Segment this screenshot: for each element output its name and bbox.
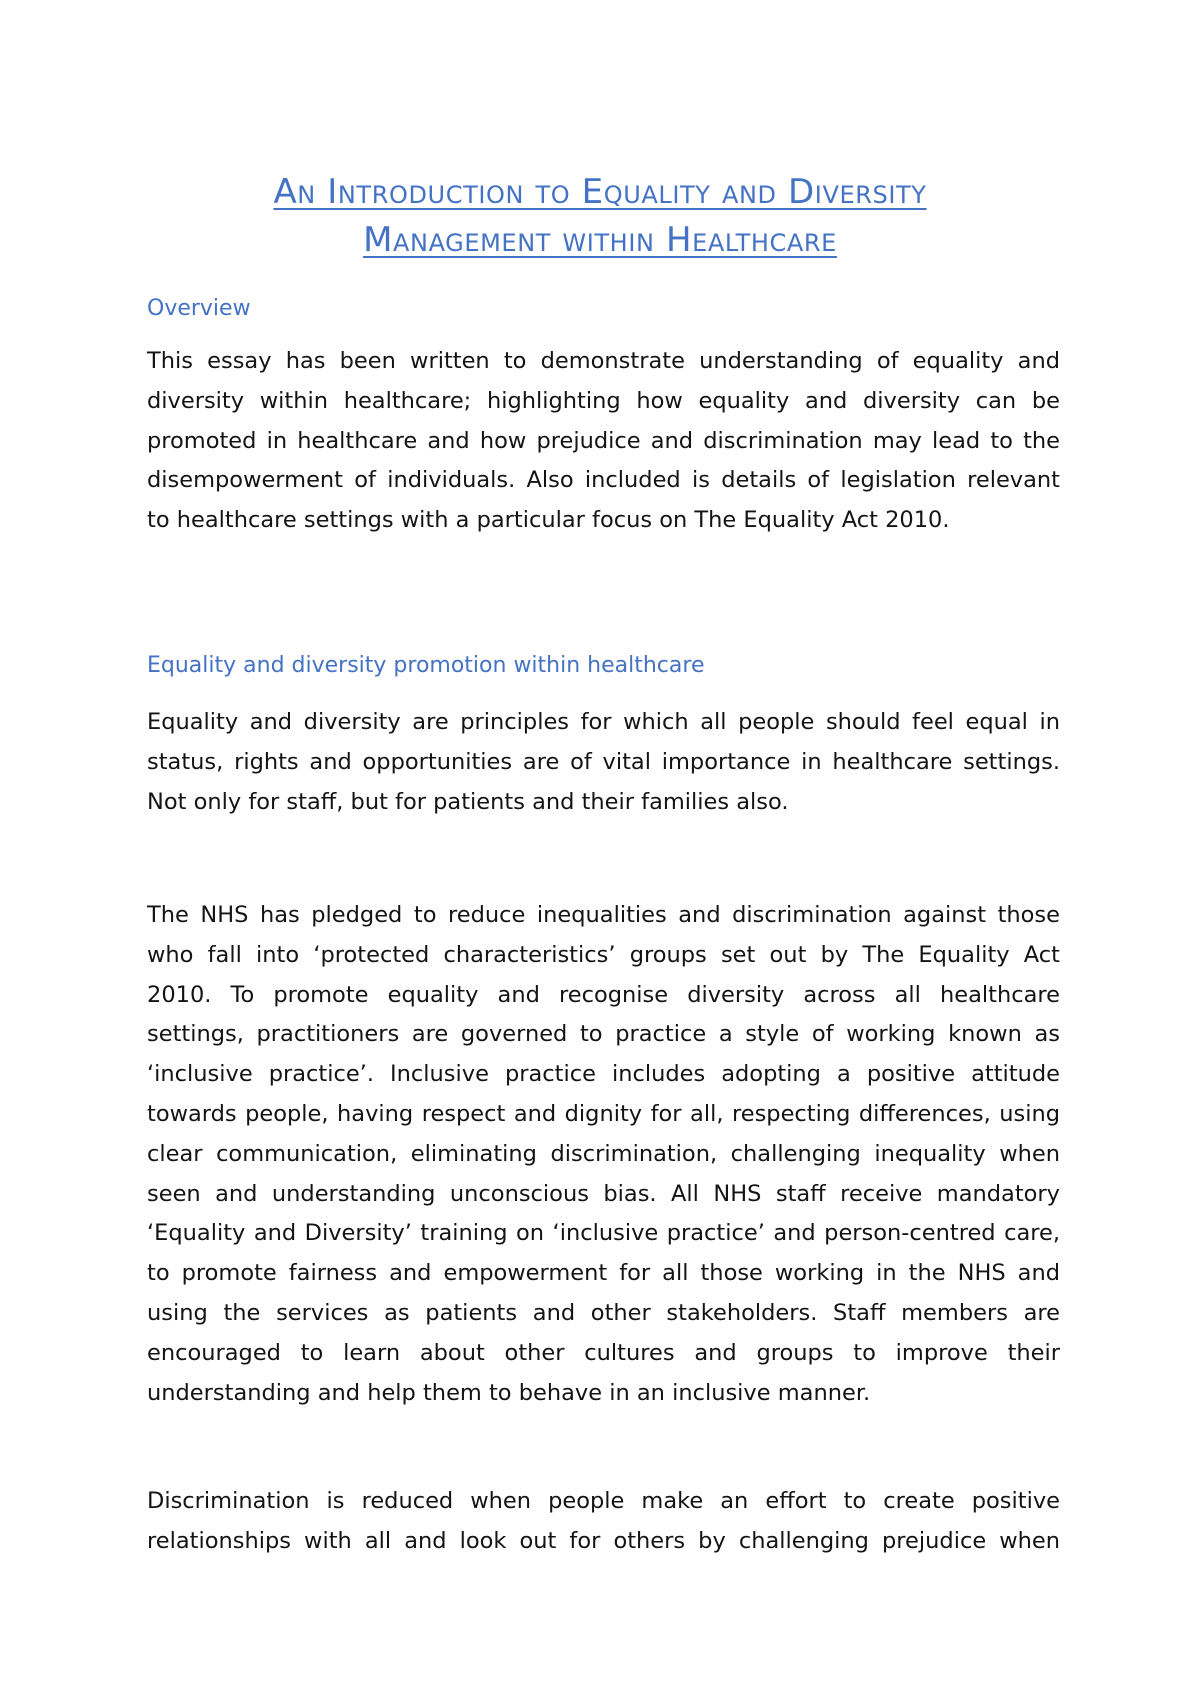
- paragraph-line: who fall into ‘protected characteristics’ groups set out by The Equality Act: [147, 941, 1060, 968]
- paragraph-line: This essay has been written to demonstrate understanding of equality and: [147, 348, 1060, 374]
- paragraph-line: encouraged to learn about other cultures and groups to improve their: [147, 1339, 1060, 1366]
- paragraph-line: promoted in healthcare and how prejudice and discrimination may lead to the: [147, 427, 1060, 454]
- document-title-line-1: An Introduction to Equality and Diversity: [273, 172, 927, 212]
- paragraph-line: disempowerment of individuals. Also included is details of legislation relevant: [147, 467, 1060, 494]
- promotion-heading: Equality and diversity promotion within healthcare: [147, 653, 705, 678]
- promotion-paragraph-2: [147, 896, 1060, 1413]
- overview-heading: Overview: [147, 296, 251, 321]
- paragraph-line: understanding and help them to behave in an inclusive manner.: [147, 1379, 871, 1406]
- document-title-line-2: Management within Healthcare: [363, 220, 837, 260]
- document-title: [140, 168, 1060, 264]
- paragraph-line: Equality and diversity are principles for which all people should feel equal in: [147, 709, 1060, 735]
- paragraph-line: using the services as patients and other stakeholders. Staff members are: [147, 1299, 1060, 1326]
- paragraph-line: seen and understanding unconscious bias. All NHS staff receive mandatory: [147, 1180, 1060, 1207]
- paragraph-line: to healthcare settings with a particular focus on The Equality Act 2010.: [147, 507, 950, 534]
- paragraph-line: status, rights and opportunities are of vital importance in healthcare settings.: [147, 748, 1060, 775]
- paragraph-line: The NHS has pledged to reduce inequalities and discrimination against those: [147, 902, 1060, 928]
- paragraph-line: Discrimination is reduced when people make an effort to create positive: [147, 1488, 1060, 1514]
- overview-paragraph: [147, 342, 1060, 541]
- paragraph-line: 2010. To promote equality and recognise diversity across all healthcare: [147, 981, 1060, 1008]
- promotion-paragraph-3: [147, 1482, 1060, 1562]
- promotion-paragraph-1: [147, 703, 1060, 822]
- paragraph-line: ‘Equality and Diversity’ training on ‘inclusive practice’ and person-centred care,: [147, 1220, 1060, 1247]
- paragraph-line: to promote fairness and empowerment for all those working in the NHS and: [147, 1260, 1060, 1287]
- paragraph-line: relationships with all and look out for others by challenging prejudice when: [147, 1527, 1060, 1554]
- paragraph-line: Not only for staff, but for patients and their families also.: [147, 788, 789, 815]
- paragraph-line: diversity within healthcare; highlighting how equality and diversity can be: [147, 387, 1060, 414]
- paragraph-line: settings, practitioners are governed to practice a style of working known as: [147, 1021, 1060, 1048]
- paragraph-line: clear communication, eliminating discrimination, challenging inequality when: [147, 1140, 1060, 1167]
- paragraph-line: ‘inclusive practice’. Inclusive practice includes adopting a positive attitude: [147, 1061, 1060, 1088]
- paragraph-line: towards people, having respect and dignity for all, respecting differences, using: [147, 1100, 1060, 1127]
